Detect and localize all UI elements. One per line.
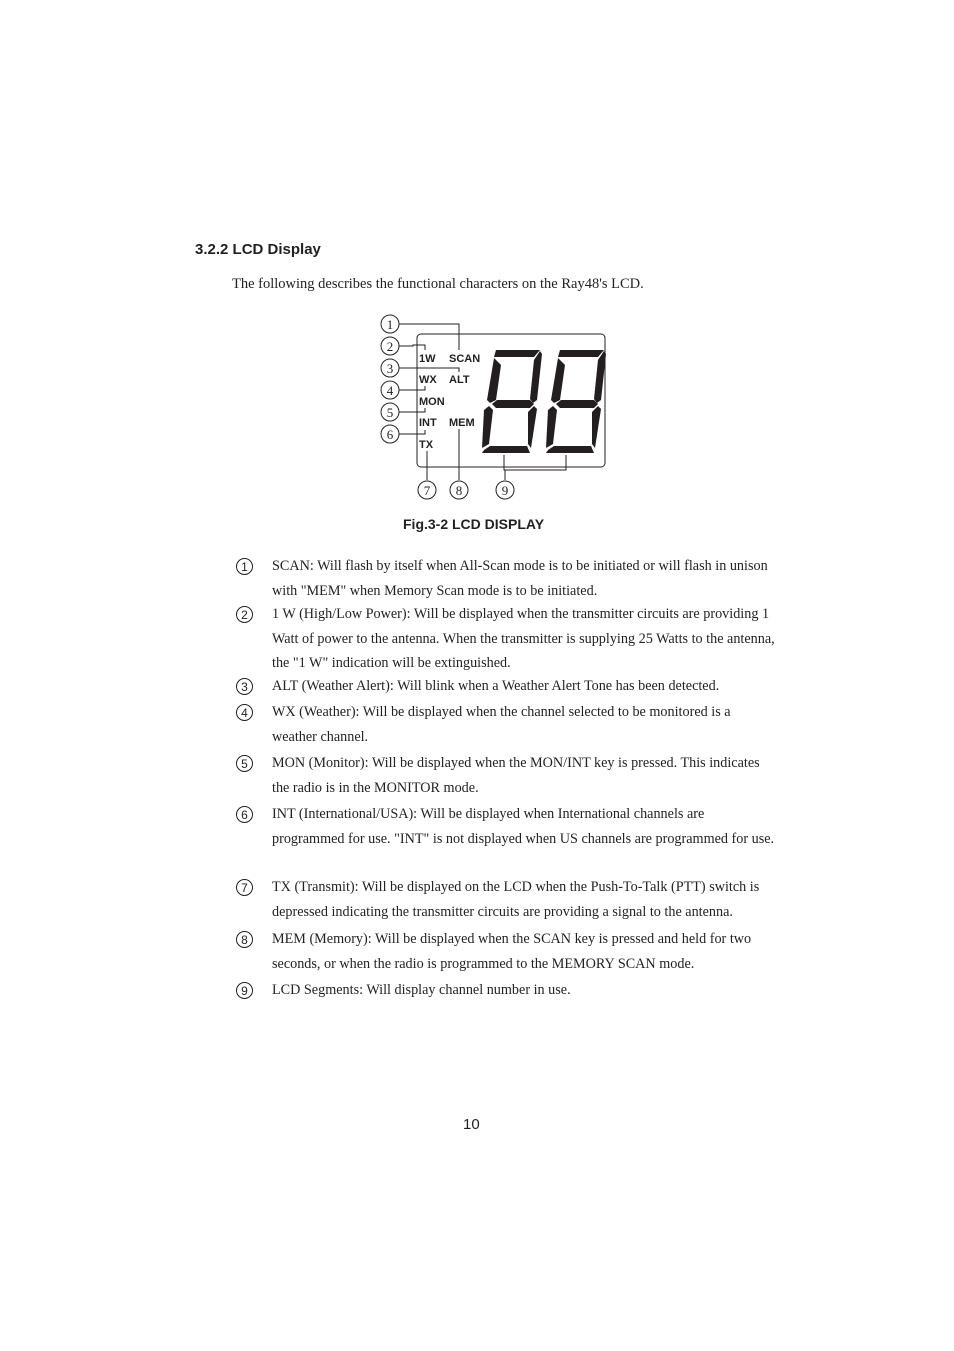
item-number-badge: 9	[236, 982, 253, 999]
callout-2: 2	[386, 339, 394, 354]
item-text: SCAN: Will flash by itself when All-Scan mode is to be initiated or will flash in unison with "MEM" when Memory Scan mode is to be initiated.	[272, 558, 768, 599]
item-text: ALT (Weather Alert): Will blink when a Weather Alert Tone has been detected.	[272, 678, 720, 694]
lcd-label-int: INT	[419, 417, 437, 429]
callout-7: 7	[423, 483, 431, 498]
item-number-badge: 8	[236, 931, 253, 948]
lcd-label-1w: 1W	[419, 353, 436, 365]
section-heading: 3.2.2 LCD Display	[195, 241, 321, 258]
item-number-badge: 1	[236, 558, 253, 575]
item-number-badge: 7	[236, 879, 253, 896]
item-number-badge: 4	[236, 704, 253, 721]
item-text: 1 W (High/Low Power): Will be displayed when the transmitter circuits are providing 1 Watt of power to the antenna. When the transmitter is supplying 25 Watts to the antenna, the "1 W" indication will be extinguished.	[272, 606, 775, 671]
lcd-label-alt: ALT	[449, 374, 470, 386]
lcd-label-mem: MEM	[449, 417, 475, 429]
lcd-label-mon: MON	[419, 396, 445, 408]
lcd-label-wx: WX	[419, 374, 437, 386]
item-number-badge: 2	[236, 606, 253, 623]
item-text: MEM (Memory): Will be displayed when the SCAN key is pressed and held for two seconds, or when the radio is programmed to the MEMORY SCAN mode.	[272, 931, 752, 972]
callout-1: 1	[386, 317, 394, 332]
lcd-display-figure	[370, 310, 620, 505]
lcd-digit-right	[546, 350, 606, 453]
callout-8: 8	[455, 483, 463, 498]
callout-5: 5	[386, 405, 394, 420]
item-number-badge: 3	[236, 678, 253, 695]
item-text: LCD Segments: Will display channel number in use.	[272, 982, 571, 998]
item-text: MON (Monitor): Will be displayed when the MON/INT key is pressed. This indicates the radio is in the MONITOR mode.	[272, 755, 760, 796]
intro-text: The following describes the functional characters on the Ray48's LCD.	[232, 276, 644, 292]
item-number-badge: 5	[236, 755, 253, 772]
callout-4: 4	[386, 383, 394, 398]
lcd-diagram	[370, 310, 620, 505]
lcd-digit-left	[482, 350, 542, 453]
page-number: 10	[463, 1116, 480, 1133]
lcd-label-scan: SCAN	[449, 353, 481, 365]
item-text: INT (International/USA): Will be displayed when International channels are programmed for use. "INT" is not displayed when US channels are programmed for use.	[272, 806, 775, 847]
callout-6: 6	[386, 427, 394, 442]
callout-numbers	[381, 315, 514, 499]
item-text: WX (Weather): Will be displayed when the channel selected to be monitored is a weather channel.	[272, 704, 731, 745]
item-text: TX (Transmit): Will be displayed on the LCD when the Push-To-Talk (PTT) switch is depressed indicating the transmitter circuits are providing a signal to the antenna.	[272, 879, 760, 920]
callout-9: 9	[501, 483, 509, 498]
callout-3: 3	[386, 361, 394, 376]
figure-caption: Fig.3-2 LCD DISPLAY	[403, 516, 545, 532]
item-number-badge: 6	[236, 806, 253, 823]
lcd-label-tx: TX	[419, 439, 434, 451]
